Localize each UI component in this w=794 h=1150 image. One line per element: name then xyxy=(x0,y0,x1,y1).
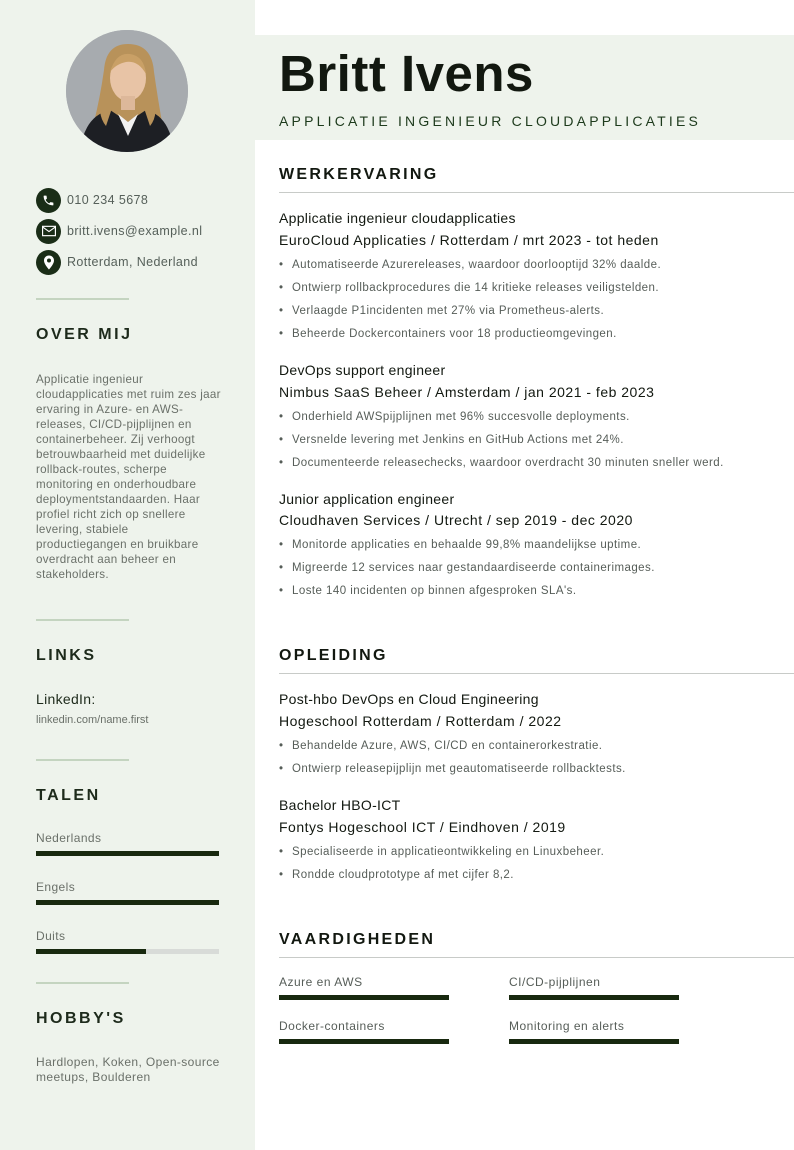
job-bullet: • Loste 140 incidenten op binnen afgesproken SLA's. xyxy=(279,585,576,597)
experience-heading: WERKERVARING xyxy=(279,166,439,183)
contact-phone xyxy=(36,187,148,213)
job-bullet: • Automatiseerde Azurereleases, waardoor doorlooptijd 32% daalde. xyxy=(279,259,661,271)
education-heading: OPLEIDING xyxy=(279,647,388,664)
education-institution-line: Fontys Hogeschool ICT / Eindhoven / 2019 xyxy=(279,819,566,835)
language-level-bar xyxy=(36,900,219,905)
job-company-line: Cloudhaven Services / Utrecht / sep 2019 - dec 2020 xyxy=(279,512,633,528)
language-level-bar xyxy=(36,851,219,856)
skill-name: Azure en AWS xyxy=(279,975,363,989)
section-rule xyxy=(279,957,794,958)
job-company-line: Nimbus SaaS Beheer / Amsterdam / jan 2021 - feb 2023 xyxy=(279,384,655,400)
location-pin-icon xyxy=(36,250,61,275)
contact-location xyxy=(36,249,198,275)
sidebar-divider xyxy=(36,619,129,621)
job-title-entry: Junior application engineer xyxy=(279,491,455,507)
linkedin-link[interactable]: linkedin.com/name.first xyxy=(36,714,149,726)
job-bullet: • Ontwierp rollbackprocedures die 14 kritieke releases veiligstelden. xyxy=(279,282,659,294)
education-title: Post-hbo DevOps en Cloud Engineering xyxy=(279,691,539,707)
links-heading: LINKS xyxy=(36,647,97,664)
language-level-bar xyxy=(36,949,219,954)
section-rule xyxy=(279,192,794,193)
language-level-fill xyxy=(36,851,219,856)
language-level-fill xyxy=(36,949,146,954)
hobbies-text: Hardlopen, Koken, Open-source meetups, Boulderen xyxy=(36,1055,220,1084)
language-name: Nederlands xyxy=(36,831,102,845)
skill-name: CI/CD-pijplijnen xyxy=(509,975,601,989)
education-bullet: • Specialiseerde in applicatieontwikkeling en Linuxbeheer. xyxy=(279,846,604,858)
profile-photo xyxy=(66,30,188,152)
sidebar-divider xyxy=(36,759,129,761)
profile-photo-image xyxy=(66,30,188,152)
languages-heading: TALEN xyxy=(36,787,101,804)
linkedin-label: LinkedIn: xyxy=(36,691,96,707)
job-bullet: • Migreerde 12 services naar gestandaardiseerde containerimages. xyxy=(279,562,655,574)
sidebar-divider xyxy=(36,298,129,300)
job-title-entry: DevOps support engineer xyxy=(279,362,446,378)
contact-email xyxy=(36,218,202,244)
sidebar xyxy=(0,0,255,1150)
job-title-entry: Applicatie ingenieur cloudapplicaties xyxy=(279,210,516,226)
job-bullet: • Documenteerde releasechecks, waardoor overdracht 30 minuten sneller werd. xyxy=(279,457,724,469)
education-title: Bachelor HBO-ICT xyxy=(279,797,401,813)
job-bullet: • Verlaagde P1incidenten met 27% via Prometheus-alerts. xyxy=(279,305,604,317)
about-heading: OVER MIJ xyxy=(36,326,133,343)
language-level-fill xyxy=(36,900,219,905)
job-bullet: • Beheerde Dockercontainers voor 18 productieomgevingen. xyxy=(279,328,617,340)
education-institution-line: Hogeschool Rotterdam / Rotterdam / 2022 xyxy=(279,713,562,729)
skill-level-bar xyxy=(509,1039,679,1044)
education-bullet: • Behandelde Azure, AWS, CI/CD en containerorkestratie. xyxy=(279,740,602,752)
job-bullet: • Onderhield AWSpijplijnen met 96% succesvolle deployments. xyxy=(279,411,630,423)
person-name: Britt Ivens xyxy=(279,45,534,102)
job-title: APPLICATIE INGENIEUR CLOUDAPPLICATIES xyxy=(279,113,702,129)
skill-name: Docker-containers xyxy=(279,1019,385,1033)
skill-level-bar xyxy=(509,995,679,1000)
phone-icon xyxy=(36,188,61,213)
language-name: Duits xyxy=(36,929,66,943)
about-text: Applicatie ingenieur cloudapplicaties met ruim zes jaar ervaring in Azure- en AWS-releases, CI/CD-pijplijnen en containerbeheer. Zij verhoogt betrouwbaarheid met duidelijke rollback-routes, scherpe monitoring en onderhoudbare deploymentstandaarden. Haar profiel richt zich op snellere levering, stabiele productiegangen en bruikbare overdracht aan beheer en stakeholders. xyxy=(36,373,221,581)
section-rule xyxy=(279,673,794,674)
sidebar-divider xyxy=(36,982,129,984)
hobbies-heading: HOBBY'S xyxy=(36,1010,126,1027)
job-company-line: EuroCloud Applicaties / Rotterdam / mrt 2023 - tot heden xyxy=(279,232,659,248)
phone-number: 010 234 5678 xyxy=(67,193,149,207)
education-bullet: • Rondde cloudprototype af met cijfer 8,2. xyxy=(279,869,514,881)
skills-heading: VAARDIGHEDEN xyxy=(279,931,436,948)
education-bullet: • Ontwierp releasepijplijn met geautomatiseerde rollbacktests. xyxy=(279,763,626,775)
job-bullet: • Versnelde levering met Jenkins en GitHub Actions met 24%. xyxy=(279,434,624,446)
location: Rotterdam, Nederland xyxy=(67,255,198,269)
job-bullet: • Monitorde applicaties en behaalde 99,8% maandelijkse uptime. xyxy=(279,539,641,551)
language-name: Engels xyxy=(36,880,76,894)
email-address[interactable]: britt.ivens@example.nl xyxy=(67,224,203,238)
skill-level-bar xyxy=(279,995,449,1000)
mail-icon xyxy=(36,219,61,244)
skill-name: Monitoring en alerts xyxy=(509,1019,625,1033)
skill-level-bar xyxy=(279,1039,449,1044)
